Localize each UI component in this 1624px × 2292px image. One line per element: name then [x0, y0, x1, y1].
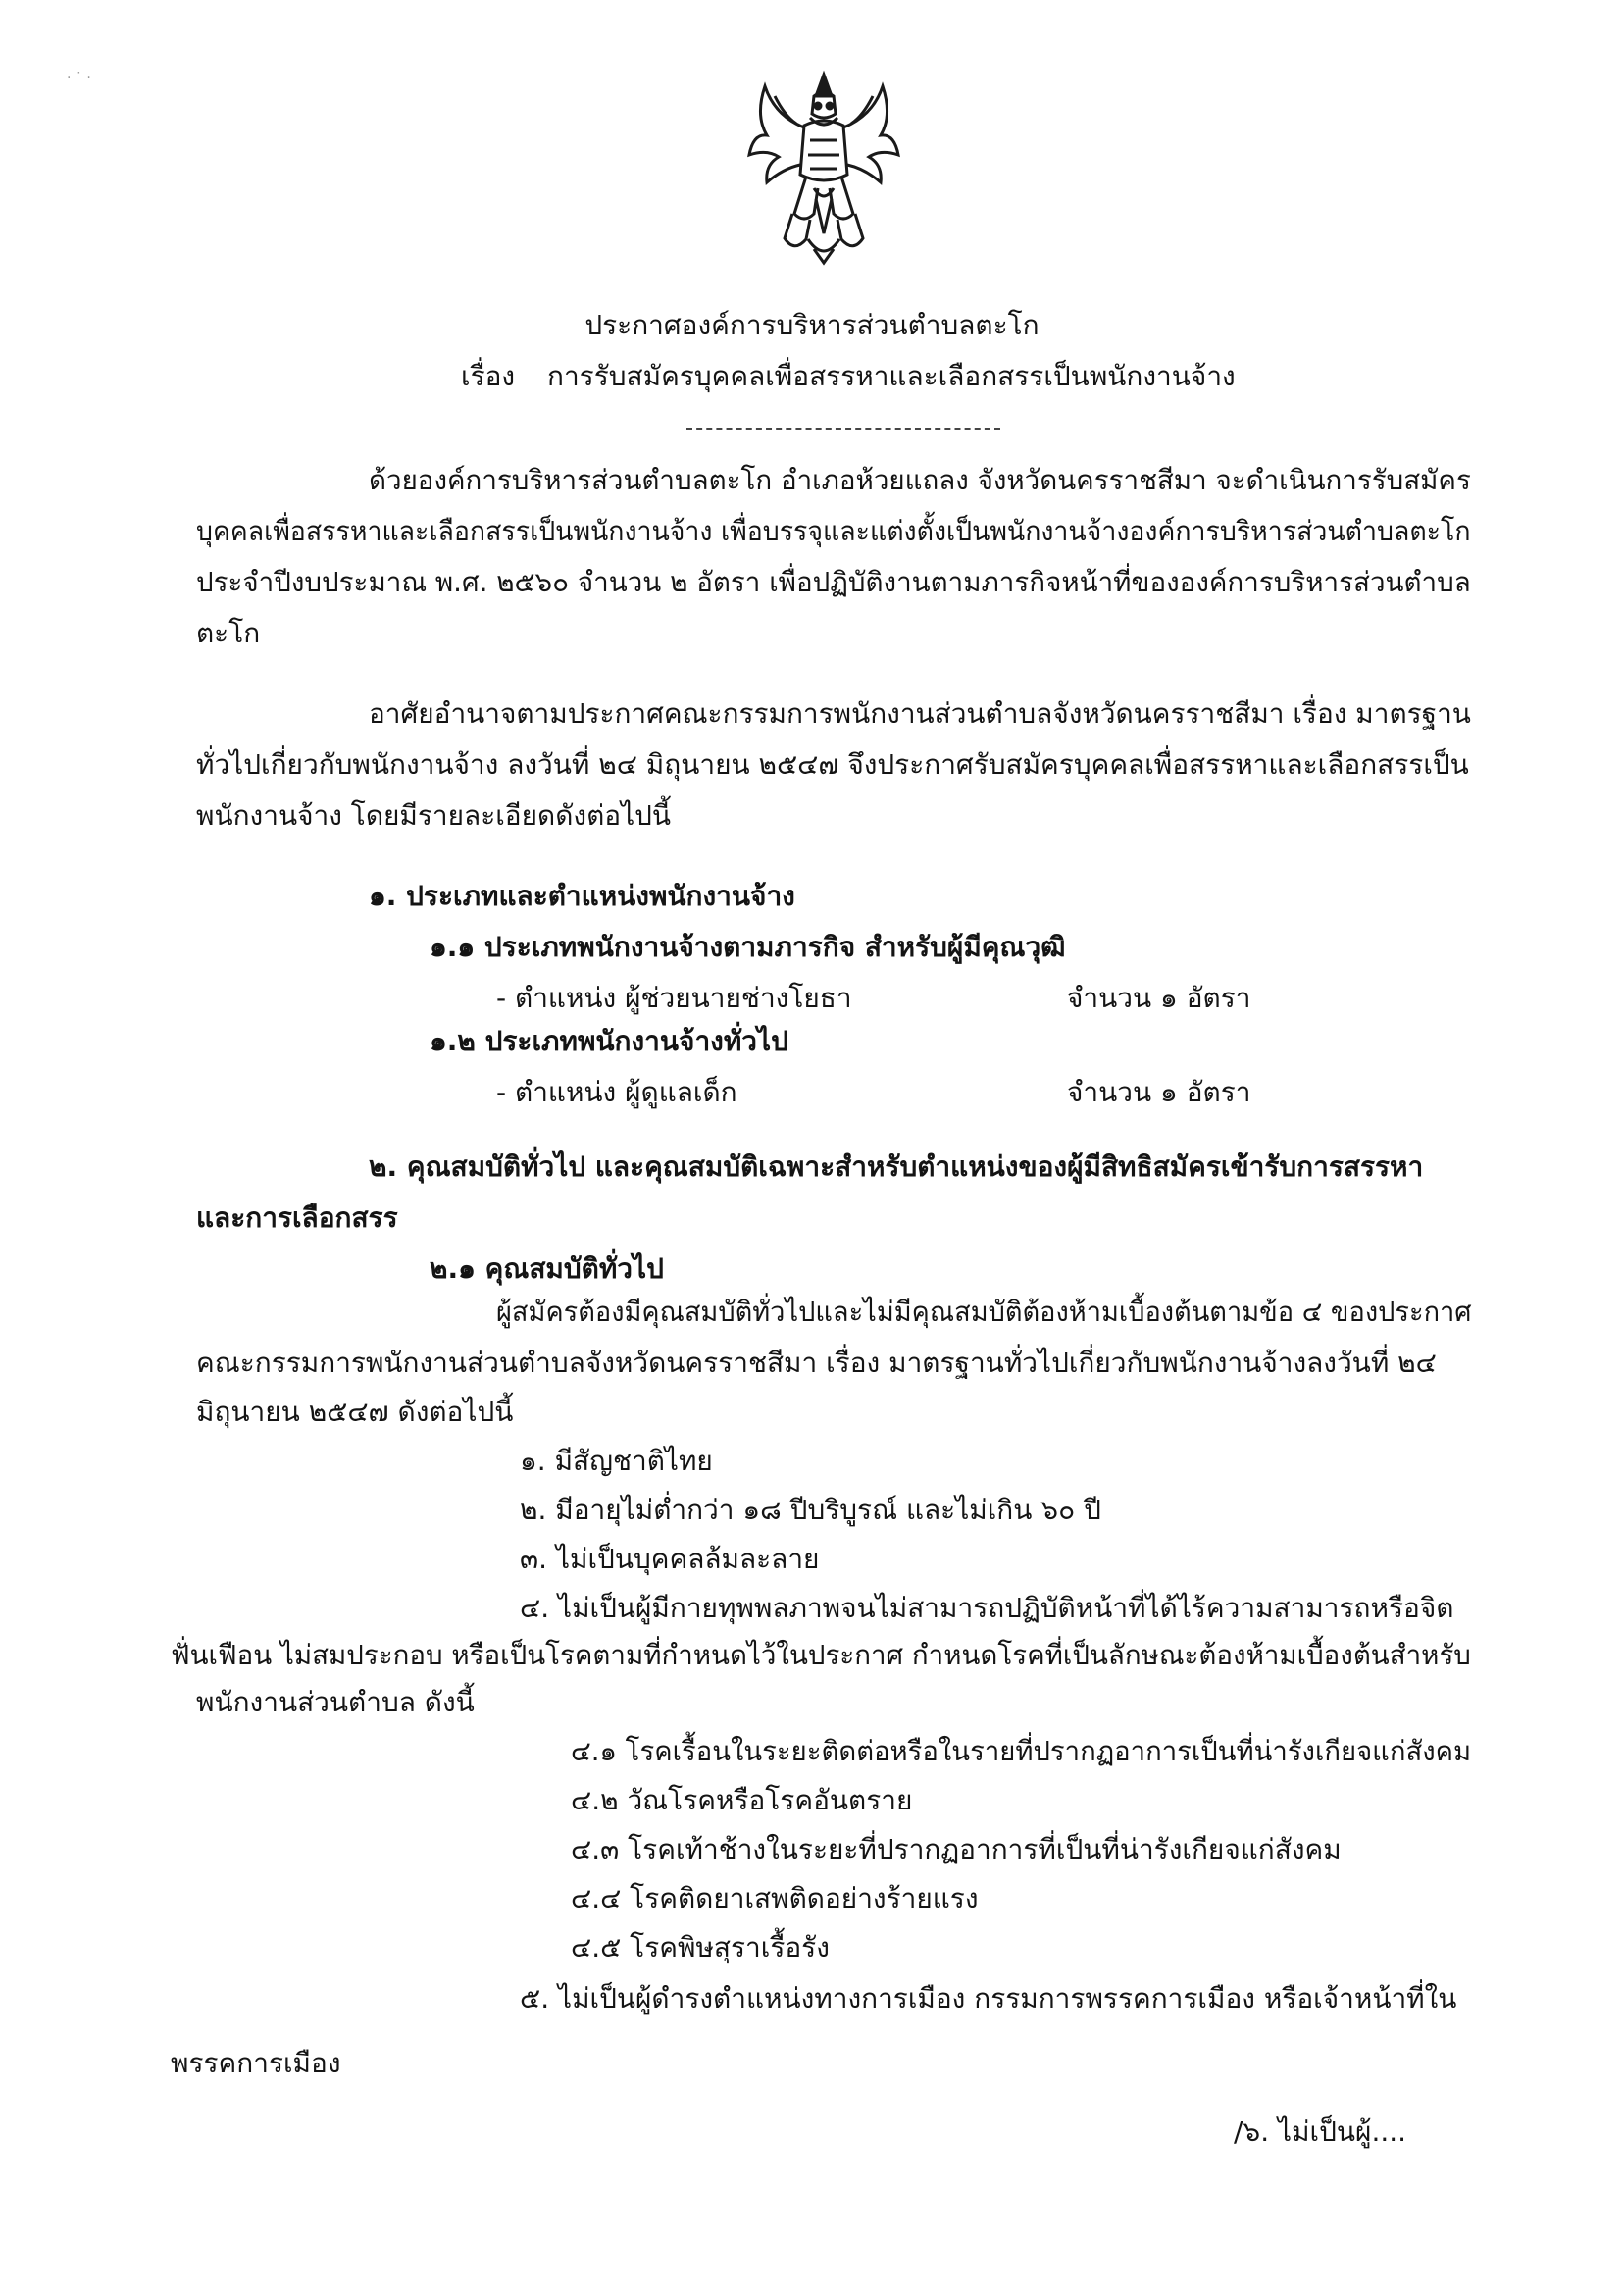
intro-p2-line1: อาศัยอำนาจตามประกาศคณะกรรมการพนักงานส่วนตำบลจังหวัดนครราชสีมา เรื่อง มาตรฐาน [369, 697, 1471, 730]
section2-heading-line2: และการเลือกสรร [196, 1201, 398, 1234]
scan-specks: · ˙ · [67, 71, 91, 86]
section2-p-line2: คณะกรรมการพนักงานส่วนตำบลจังหวัดนครราชสีมา เรื่อง มาตรฐานทั่วไปเกี่ยวกับพนักงานจ้างลงวันที่ ๒๔ [196, 1347, 1437, 1379]
section1-heading: ๑. ประเภทและตำแหน่งพนักงานจ้าง [369, 880, 795, 912]
item4-line3: พนักงานส่วนตำบล ดังนี้ [196, 1686, 475, 1718]
list-item: ๓. ไม่เป็นบุคคลล้มละลาย [520, 1543, 820, 1575]
disease-item: ๔.๓ โรคเท้าช้างในระยะที่ปรากฏอาการที่เป็นที่น่ารังเกียจแก่สังคม [571, 1833, 1342, 1865]
disease-item: ๔.๕ โรคพิษสุราเรื้อรัง [571, 1931, 830, 1963]
section1-sub1-heading: ๑.๑ ประเภทพนักงานจ้างตามภารกิจ สำหรับผู้มีคุณวุฒิ [430, 931, 1066, 963]
list-item: ๑. มีสัญชาติไทย [520, 1445, 713, 1477]
section1-sub2-position: - ตำแหน่ง ผู้ดูแลเด็ก [496, 1076, 737, 1108]
section1-sub1-position: - ตำแหน่ง ผู้ช่วยนายช่างโยธา [496, 982, 852, 1014]
continuation-marker: /๖. ไม่เป็นผู้.... [1234, 2115, 1407, 2148]
disease-item: ๔.๔ โรคติดยาเสพติดอย่างร้ายแรง [571, 1882, 979, 1914]
announcement-title: ประกาศองค์การบริหารส่วนตำบลตะโก [584, 309, 1040, 341]
intro-p2-line3: พนักงานจ้าง โดยมีรายละเอียดดังต่อไปนี้ [196, 799, 672, 832]
disease-item: ๔.๒ วัณโรคหรือโรคอันตราย [571, 1784, 913, 1816]
section1-sub2-count: จำนวน ๑ อัตรา [1067, 1076, 1251, 1108]
list-item: ๒. มีอายุไม่ต่ำกว่า ๑๘ ปีบริบูรณ์ และไม่เกิน ๖๐ ปี [520, 1494, 1101, 1526]
intro-p2-line2: ทั่วไปเกี่ยวกับพนักงานจ้าง ลงวันที่ ๒๔ มิถุนายน ๒๕๔๗ จึงประกาศรับสมัครบุคคลเพื่อสรรหาและเลือกสรรเป็น [196, 748, 1469, 781]
section1-sub1-count: จำนวน ๑ อัตรา [1067, 982, 1251, 1014]
announcement-subject: การรับสมัครบุคคลเพื่อสรรหาและเลือกสรรเป็นพนักงานจ้าง [547, 360, 1236, 392]
header-divider [686, 428, 1000, 430]
section2-sub1-heading: ๒.๑ คุณสมบัติทั่วไป [430, 1252, 664, 1285]
intro-p1-line2: บุคคลเพื่อสรรหาและเลือกสรรเป็นพนักงานจ้าง เพื่อบรรจุและแต่งตั้งเป็นพนักงานจ้างองค์การบริหารส่วนตำบลตะโก [196, 515, 1471, 547]
item5-line1: ๕. ไม่เป็นผู้ดำรงตำแหน่งทางการเมือง กรรมการพรรคการเมือง หรือเจ้าหน้าที่ใน [520, 1982, 1457, 2014]
section1-sub2-heading: ๑.๒ ประเภทพนักงานจ้างทั่วไป [430, 1025, 788, 1057]
intro-p1-line1: ด้วยองค์การบริหารส่วนตำบลตะโก อำเภอห้วยแถลง จังหวัดนครราชสีมา จะดำเนินการรับสมัคร [369, 464, 1471, 496]
item4-line1: ๔. ไม่เป็นผู้มีกายทุพพลภาพจนไม่สามารถปฏิบัติหน้าที่ได้ไร้ความสามารถหรือจิต [520, 1592, 1454, 1624]
section2-p-line1: ผู้สมัครต้องมีคุณสมบัติทั่วไปและไม่มีคุณสมบัติต้องห้ามเบื้องต้นตามข้อ ๔ ของประกาศ [496, 1296, 1472, 1328]
item5-line2: พรรคการเมือง [171, 2047, 341, 2079]
section2-p-line3: มิถุนายน ๒๕๔๗ ดังต่อไปนี้ [196, 1396, 514, 1428]
item4-line2: ฟั่นเฟือน ไม่สมประกอบ หรือเป็นโรคตามที่กำหนดไว้ในประกาศ กำหนดโรคที่เป็นลักษณะต้องห้ามเบื้องต้นสำหรับ [171, 1639, 1471, 1671]
section2-heading-line1: ๒. คุณสมบัติทั่วไป และคุณสมบัติเฉพาะสำหรับตำแหน่งของผู้มีสิทธิสมัครเข้ารับการสรรหา [369, 1150, 1424, 1183]
intro-p1-line3: ประจำปีงบประมาณ พ.ศ. ๒๕๖๐ จำนวน ๒ อัตรา เพื่อปฏิบัติงานตามภารกิจหน้าที่ขององค์การบริหารส่วนตำบล [196, 566, 1471, 598]
subject-label: เรื่อง [461, 360, 516, 392]
disease-item: ๔.๑ โรคเรื้อนในระยะติดต่อหรือในรายที่ปรากฏอาการเป็นที่น่ารังเกียจแก่สังคม [571, 1735, 1472, 1767]
garuda-emblem-icon [745, 67, 902, 268]
intro-p1-line4: ตะโก [196, 617, 261, 649]
